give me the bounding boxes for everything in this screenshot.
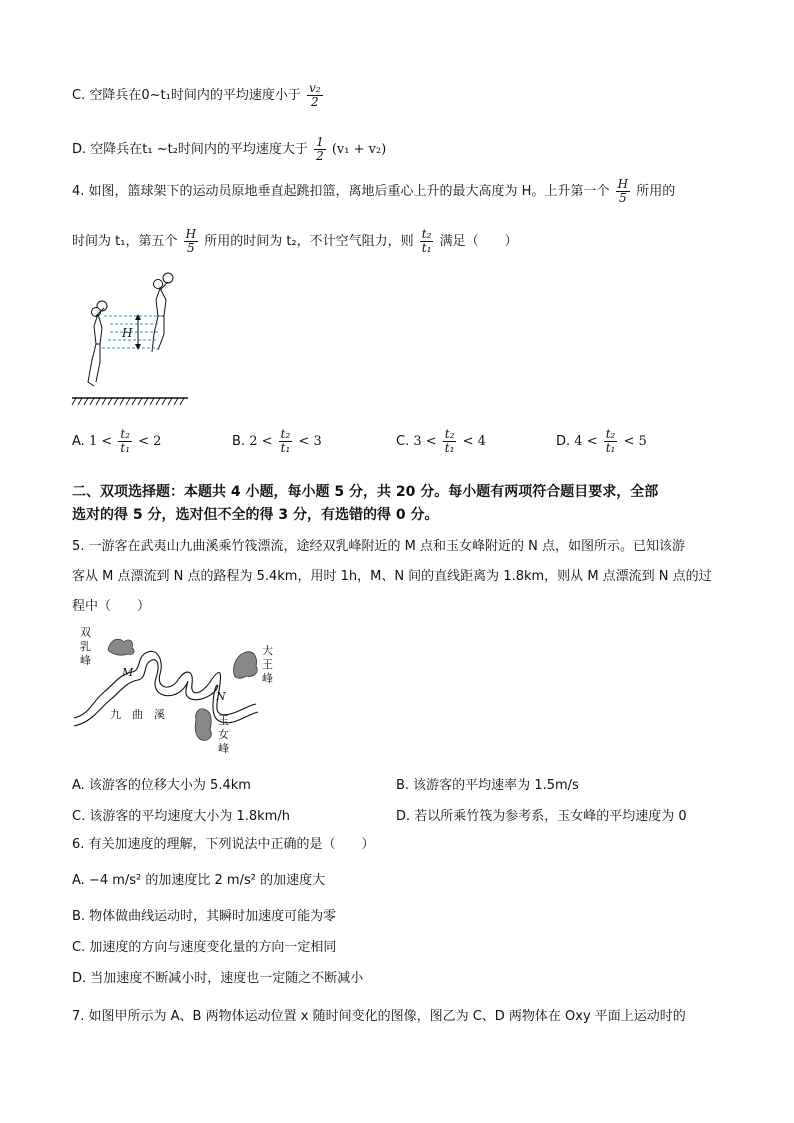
fraction-numerator: t₂ <box>280 427 291 441</box>
option-left: 1 < <box>88 434 113 449</box>
map-label-dawangfeng-3: 峰 <box>262 672 273 685</box>
q4-option-a <box>72 428 161 455</box>
q4-stem-text-d: 所用的时间为 t₂，不计空气阻力，则 <box>204 234 414 249</box>
fraction-denominator: t₁ <box>280 441 291 455</box>
q4-option-c <box>396 428 486 455</box>
q5-river-map-figure <box>70 622 280 762</box>
option-fraction <box>118 428 132 455</box>
option-letter: A. <box>72 434 85 449</box>
q4-option-b <box>232 428 322 455</box>
option-fraction <box>604 428 618 455</box>
map-point-n-label: N <box>216 690 226 703</box>
fraction-denominator: t₁ <box>120 441 131 455</box>
map-label-dawangfeng-1: 大 <box>262 644 273 657</box>
map-label-shuangrufeng-2: 乳 <box>80 640 91 653</box>
fraction-numerator: H <box>617 177 629 191</box>
q3-option-d-fraction <box>314 136 326 163</box>
q4-figure-h-label: H <box>122 326 133 340</box>
map-label-yunvfeng-2: 女 <box>218 728 229 741</box>
option-fraction <box>443 428 457 455</box>
q4-fraction-t2-t1 <box>420 228 434 255</box>
fraction-numerator: 1 <box>316 135 324 149</box>
map-label-yunvfeng-3: 峰 <box>218 742 229 755</box>
fraction-numerator: H <box>185 227 197 241</box>
q4-option-d <box>556 428 647 455</box>
q4-fraction-h5 <box>616 178 630 205</box>
fraction-numerator: t₂ <box>421 227 432 241</box>
q4-stem-text-a: 4. 如图，篮球架下的运动员原地垂直起跳扣篮，离地后重心上升的最大高度为 H。上升第一个 <box>72 184 610 199</box>
q6-option-a: A. −4 m/s² 的加速度比 2 m/s² 的加速度大 <box>72 873 326 888</box>
option-right: < 2 <box>138 434 162 449</box>
fraction-denominator: 2 <box>316 149 324 163</box>
map-label-shuangrufeng-1: 双 <box>80 626 91 639</box>
q5-stem-line2: 客从 M 点漂流到 N 点的路程为 5.4km，用时 1h，M、N 间的直线距离为 1.8km，则从 M 点漂流到 N 点的过 <box>72 569 712 584</box>
q4-stem-text-c: 时间为 t₁，第五个 <box>72 234 178 249</box>
fraction-denominator: 5 <box>619 191 627 205</box>
map-label-yunvfeng-1: 玉 <box>218 714 229 727</box>
q4-fraction-h5-second <box>184 228 198 255</box>
fraction-denominator: 5 <box>187 241 195 255</box>
q4-stem-line2 <box>72 228 518 255</box>
q3-option-c-fraction <box>307 82 323 109</box>
option-letter: C. <box>396 434 410 449</box>
fraction-denominator: 2 <box>310 95 319 109</box>
option-left: 3 < <box>413 434 437 449</box>
fraction-numerator: t₂ <box>605 427 616 441</box>
option-right: < 3 <box>298 434 322 449</box>
q7-stem-line1: 7. 如图甲所示为 A、B 两物体运动位置 x 随时间变化的图像，图乙为 C、D 两物体在 Oxy 平面上运动时的 <box>72 1009 686 1024</box>
section2-header-line2: 选对的得 5 分，选对但不全的得 3 分，有选错的得 0 分。 <box>72 507 439 523</box>
fraction-denominator: t₁ <box>605 441 616 455</box>
option-right: < 5 <box>623 434 647 449</box>
map-label-shuangrufeng-3: 峰 <box>80 654 91 667</box>
map-label-dawangfeng-2: 王 <box>262 658 273 671</box>
q6-option-d: D. 当加速度不断减小时，速度也一定随之不断减小 <box>72 971 364 986</box>
fraction-numerator: t₂ <box>120 427 131 441</box>
fraction-denominator: t₁ <box>421 241 432 255</box>
fraction-numerator: t₂ <box>444 427 455 441</box>
option-letter: B. <box>232 434 246 449</box>
q3-option-d-text: D. 空降兵在t₁ ~t₂时间内的平均速度大于 <box>72 142 308 157</box>
q6-stem: 6. 有关加速度的理解，下列说法中正确的是（ ） <box>72 837 375 852</box>
q4-stem-text-e: 满足（ ） <box>439 234 518 249</box>
option-left: 4 < <box>574 434 598 449</box>
option-right: < 4 <box>462 434 486 449</box>
fraction-numerator: v₂ <box>308 81 321 95</box>
q4-stem-text-b: 所用的 <box>636 184 676 199</box>
fraction-denominator: t₁ <box>444 441 455 455</box>
q6-option-b: B. 物体做曲线运动时，其瞬时加速度可能为零 <box>72 909 337 924</box>
q6-option-c: C. 加速度的方向与速度变化量的方向一定相同 <box>72 940 337 955</box>
q3-option-c <box>72 82 325 109</box>
q5-option-a: A. 该游客的位移大小为 5.4km <box>72 778 251 793</box>
section2-header-line1: 二、双项选择题：本题共 4 小题，每小题 5 分，共 20 分。每小题有两项符合题目要求，全部 <box>72 484 659 500</box>
map-point-m-label: M <box>122 666 134 679</box>
q3-option-d <box>72 136 386 163</box>
option-letter: D. <box>556 434 571 449</box>
q4-stem-line1 <box>72 178 675 205</box>
q5-stem-line3: 程中（ ） <box>72 599 151 614</box>
option-fraction <box>279 428 293 455</box>
option-left: 2 < <box>249 434 273 449</box>
q5-option-c: C. 该游客的平均速度大小为 1.8km/h <box>72 809 290 824</box>
q5-stem-line1: 5. 一游客在武夷山九曲溪乘竹筏漂流，途经双乳峰附近的 M 点和玉女峰附近的 N 点，如图所示。已知该游 <box>72 539 686 554</box>
map-label-jiuquxi: 九 曲 溪 <box>110 708 165 721</box>
q5-option-b: B. 该游客的平均速率为 1.5m/s <box>396 778 579 793</box>
q4-jumper-figure <box>70 270 192 408</box>
q5-option-d: D. 若以所乘竹筏为参考系，玉女峰的平均速度为 0 <box>396 809 687 824</box>
q3-option-d-tail: (v₁ + v₂) <box>331 142 387 157</box>
q3-option-c-text: C. 空降兵在0~t₁时间内的平均速度小于 <box>72 88 301 103</box>
